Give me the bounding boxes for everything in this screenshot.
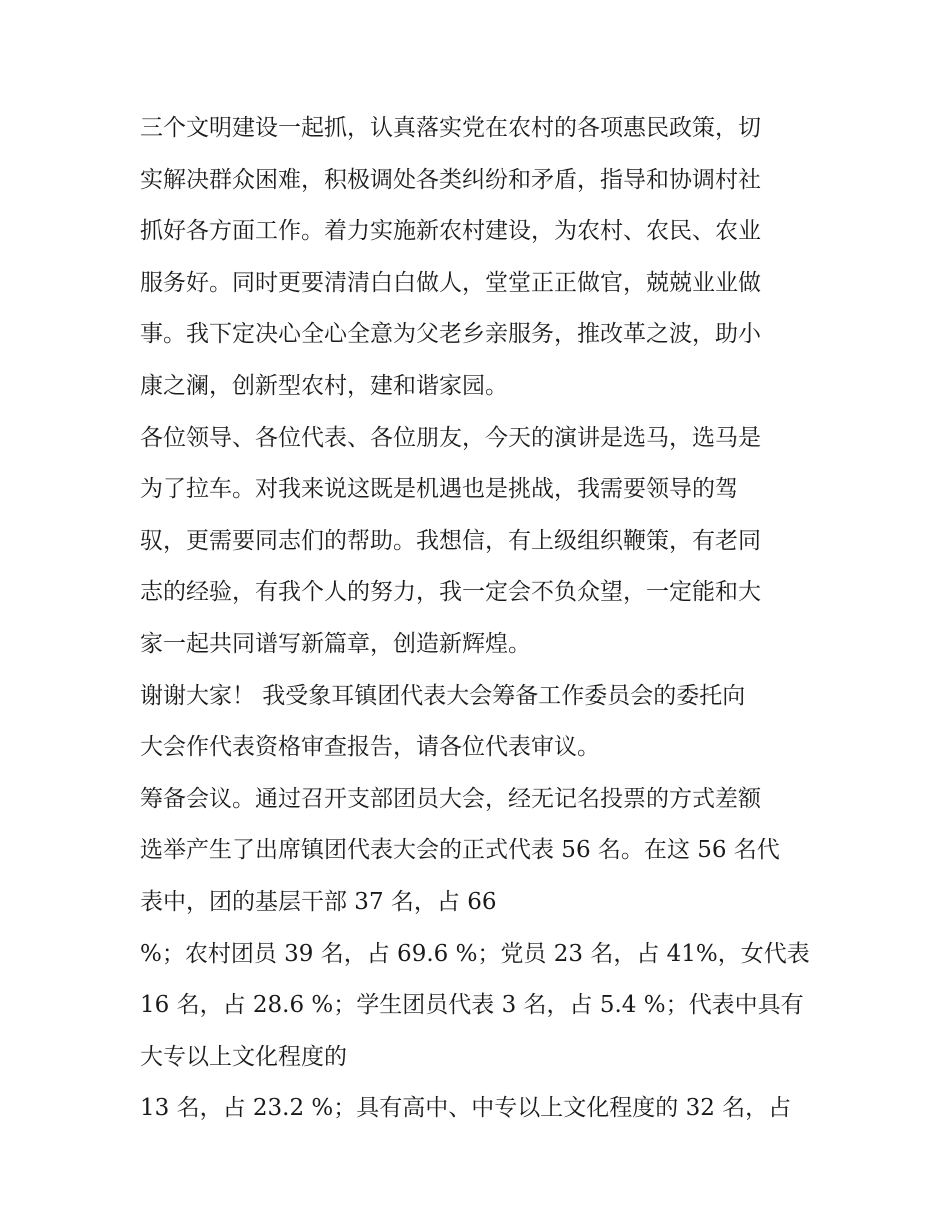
text-line: 大会作代表资格审查报告，请各位代表审议。: [140, 734, 600, 761]
text-line: 各位领导、各位代表、各位朋友，今天的演讲是选马，选马是: [140, 424, 761, 451]
text-line: 16 名，占 28.6 %；学生团员代表 3 名，占 5.4 %；代表中具有: [140, 992, 804, 1019]
text-line: 事。我下定决心全心全意为父老乡亲服务，推改革之波，助小: [140, 321, 761, 348]
text-line: 家一起共同谱写新篇章，创造新辉煌。: [140, 630, 531, 657]
text-line: 志的经验，有我个人的努力，我一定会不负众望，一定能和大: [140, 579, 761, 606]
text-line: 筹备会议。通过召开支部团员大会，经无记名投票的方式差额: [140, 785, 761, 812]
text-line: 实解决群众困难，积极调处各类纠纷和矛盾，指导和协调村社: [140, 166, 761, 193]
text-line: 选举产生了出席镇团代表大会的正式代表 56 名。在这 56 名代: [140, 837, 780, 864]
text-line: 大专以上文化程度的: [140, 1043, 347, 1070]
text-line: 为了拉车。对我来说这既是机遇也是挑战，我需要领导的驾: [140, 476, 738, 503]
text-line: 驭，更需要同志们的帮助。我想信，有上级组织鞭策，有老同: [140, 527, 761, 554]
text-line: 谢谢大家！ 我受象耳镇团代表大会筹备工作委员会的委托向: [140, 682, 746, 709]
text-line: 抓好各方面工作。着力实施新农村建设，为农村、农民、农业: [140, 218, 761, 245]
text-line: 服务好。同时更要清清白白做人，堂堂正正做官，兢兢业业做: [140, 269, 761, 296]
body-text: [140, 103, 830, 1135]
text-line: 13 名，占 23.2 %；具有高中、中专以上文化程度的 32 名，占: [140, 1095, 792, 1122]
text-line: 康之澜，创新型农村，建和谐家园。: [140, 372, 508, 399]
text-line: %；农村团员 39 名，占 69.6 %；党员 23 名，占 41%，女代表: [140, 940, 810, 967]
text-line: 三个文明建设一起抓，认真落实党在农村的各项惠民政策，切: [140, 115, 761, 141]
text-line: 表中，团的基层干部 37 名，占 66: [140, 888, 497, 915]
